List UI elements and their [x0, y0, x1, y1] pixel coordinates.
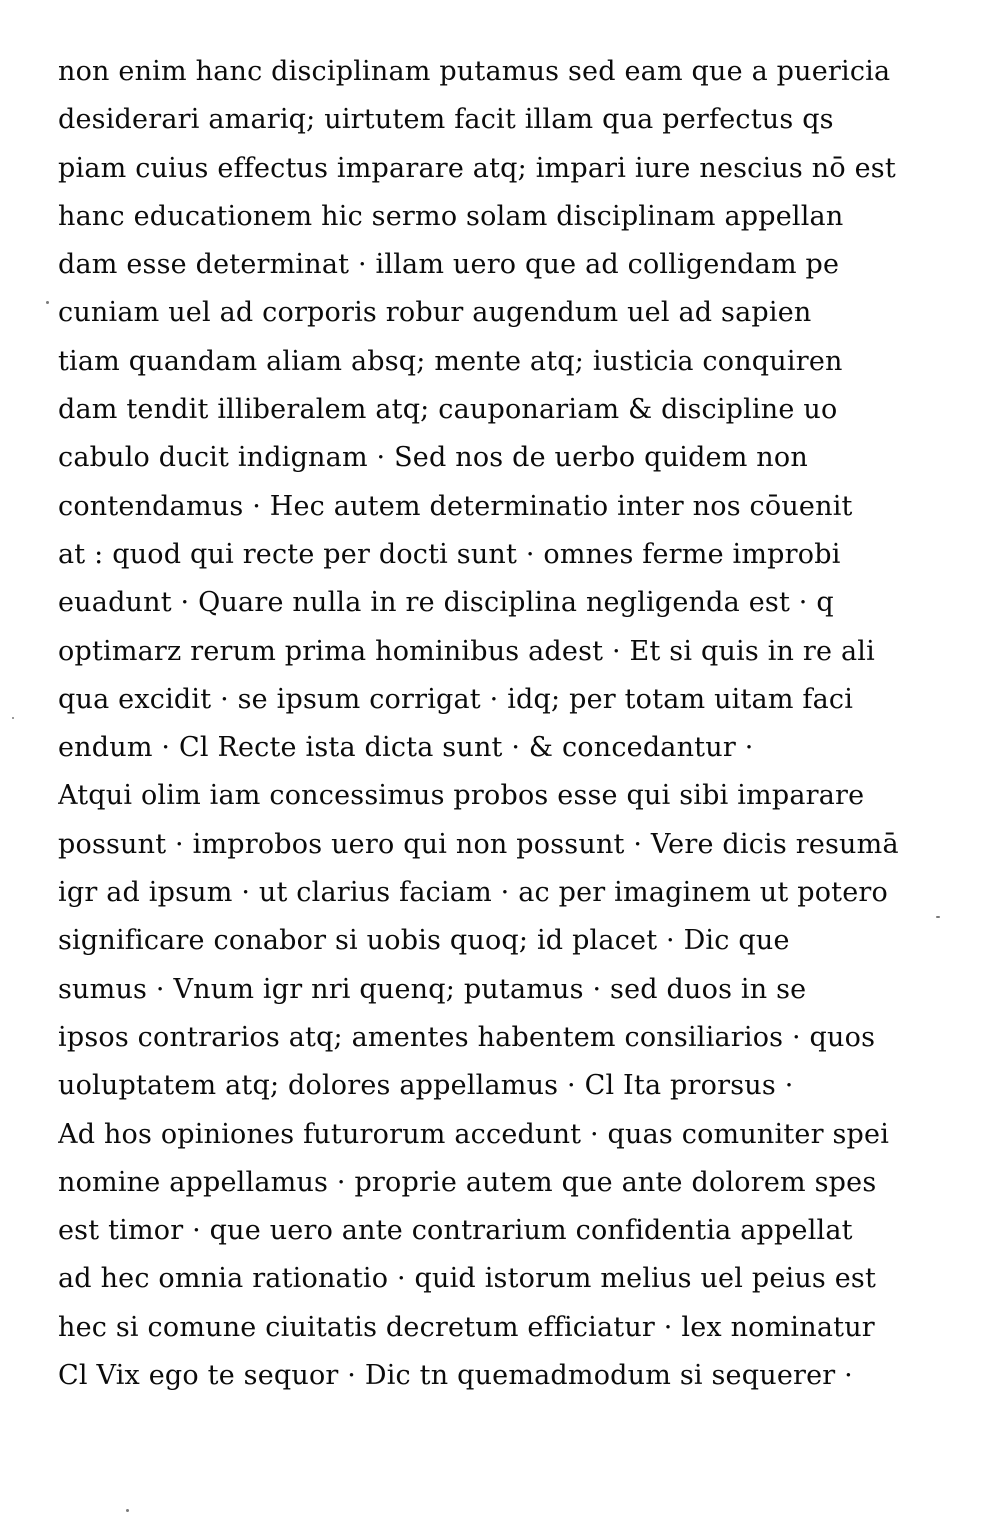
manuscript-line: cuniam uel ad corporis robur augendum uel ad sapien — [58, 297, 812, 329]
manuscript-line: uoluptatem atq; dolores appellamus · Cl Ita prorsus · — [58, 1070, 794, 1102]
manuscript-line: desiderari amariq; uirtutem facit illam qua perfectus qs — [58, 104, 834, 136]
manuscript-line: dam esse determinat · illam uero que ad colligendam pe — [58, 249, 840, 281]
manuscript-line: non enim hanc disciplinam putamus sed eam que a puericia — [58, 56, 891, 87]
manuscript-line: possunt · improbos uero qui non possunt · Vere dicis resumā — [58, 828, 899, 860]
manuscript-line: tiam quandam aliam absq; mente atq; iusticia conquiren — [58, 345, 843, 377]
manuscript-line: est timor · que uero ante contrarium confidentia appellat — [58, 1215, 853, 1247]
ink-speck — [46, 301, 49, 304]
manuscript-line: cabulo ducit indignam · Sed nos de uerbo quidem non — [58, 442, 808, 474]
manuscript-line: Ad hos opiniones futurorum accedunt · quas comuniter spei — [58, 1118, 890, 1150]
manuscript-line: euadunt · Quare nulla in re disciplina negligenda est · q — [58, 587, 834, 619]
manuscript-line: Cl Vix ego te sequor · Dic tn quemadmodum si sequerer · — [58, 1360, 853, 1392]
manuscript-line: Atqui olim iam concessimus probos esse qui sibi imparare — [58, 780, 865, 812]
manuscript-line: hec si comune ciuitatis decretum efficiatur · lex nominatur — [58, 1311, 875, 1343]
manuscript-line: at : quod qui recte per docti sunt · omnes ferme improbi — [58, 538, 841, 570]
manuscript-line: nomine appellamus · proprie autem que ante dolorem spes — [58, 1166, 877, 1198]
manuscript-line: igr ad ipsum · ut clarius faciam · ac per imaginem ut potero — [58, 877, 888, 909]
manuscript-line: endum · Cl Recte ista dicta sunt · & concedantur · — [58, 732, 754, 764]
manuscript-line: ad hec omnia rationatio · quid istorum melius uel peius est — [58, 1263, 877, 1295]
ink-speck — [936, 916, 940, 918]
manuscript-line: qua excidit · se ipsum corrigat · idq; per totam uitam faci — [58, 683, 854, 715]
manuscript-line: significare conabor si uobis quoq; id placet · Dic que — [58, 925, 790, 957]
manuscript-line: dam tendit illiberalem atq; cauponariam & discipline uo — [58, 394, 838, 426]
manuscript-line: optimarz rerum prima hominibus adest · Et si quis in re ali — [58, 635, 875, 667]
ink-speck — [12, 717, 14, 719]
manuscript-line: sumus · Vnum igr nri quenq; putamus · sed duos in se — [58, 973, 807, 1005]
manuscript-line: ipsos contrarios atq; amentes habentem consiliarios · quos — [58, 1021, 876, 1053]
manuscript-text — [58, 48, 948, 1400]
manuscript-line: piam cuius effectus imparare atq; impari iure nescius nō est — [58, 152, 896, 184]
manuscript-line: contendamus · Hec autem determinatio inter nos cōuenit — [58, 490, 853, 522]
ink-speck — [126, 1509, 129, 1512]
manuscript-line: hanc educationem hic sermo solam disciplinam appellan — [58, 200, 844, 232]
